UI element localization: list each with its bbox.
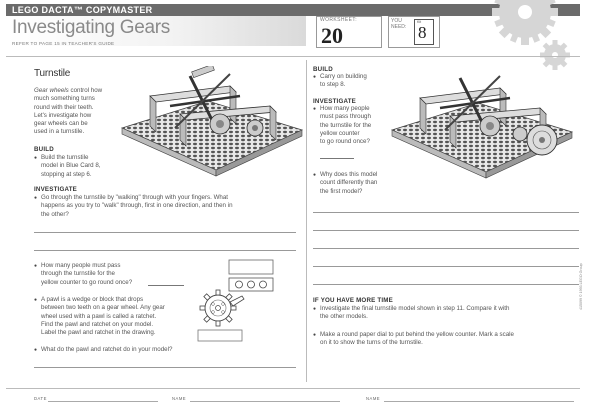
ratchet-pawl-illustration: [196, 286, 248, 344]
intro-line-3: Let's investigate how: [34, 111, 92, 119]
brand-label: LEGO DACTA™ COPYMASTER: [12, 5, 153, 15]
why-line-2: count differently than: [320, 179, 378, 187]
copyright-code: 415099 © 1993 LEGO Group: [579, 263, 583, 310]
how-many-line-1: How many people must pass: [41, 262, 121, 269]
header-divider: [6, 56, 580, 57]
answer-line[interactable]: [313, 230, 579, 231]
how-many-line-3: yellow counter to go round once?: [41, 278, 133, 286]
you-need-label: YOU NEED:: [391, 18, 407, 30]
answer-line[interactable]: [313, 248, 579, 249]
answer-blank[interactable]: [148, 285, 184, 286]
build-line-3: stopping at step 6.: [41, 170, 92, 178]
column-divider: [306, 60, 307, 382]
investigate-1-line-2: happens as you try to "walk" through, first in one direction, and then in: [41, 202, 233, 210]
investigate-right-line-1: How many people: [320, 105, 370, 112]
build-heading: BUILD: [34, 146, 54, 153]
page-title: Investigating Gears: [12, 17, 170, 38]
more-time-1-line-1: Investigate the final turnstile model shown in step 11. Compare it with: [320, 305, 510, 312]
more-time-2-line-2: on it to show the turns of the turnstile.: [320, 339, 423, 347]
pawl-line-5: Label the pawl and ratchet in the drawing.: [41, 329, 156, 337]
page-subtitle: REFER TO PAGE 15 IN TEACHER'S GUIDE: [12, 41, 115, 46]
answer-line[interactable]: [34, 367, 296, 368]
build-line-2: model in Blue Card 8,: [41, 162, 101, 170]
why-line-3: the first model?: [320, 187, 363, 195]
section-title: Turnstile: [34, 68, 71, 79]
answer-line[interactable]: [34, 232, 296, 233]
name-label-2: NAME: [366, 396, 381, 401]
intro-text: [34, 87, 124, 137]
pawl-line-1: A pawl is a wedge or block that drops: [41, 296, 144, 303]
more-time-2-line-1: Make a round paper dial to put behind the yellow counter. Mark a scale: [320, 331, 514, 338]
kit-number: 8: [418, 23, 427, 42]
name-field-2[interactable]: [384, 401, 574, 402]
answer-line[interactable]: [34, 250, 296, 251]
turnstile-model-illustration-2: [390, 68, 576, 180]
pawl-line-4: Find the pawl and ratchet on your model.: [41, 320, 154, 328]
investigate-question-1: [41, 194, 303, 219]
build-right-line-1: Carry on building: [320, 73, 367, 80]
answer-blank[interactable]: [320, 158, 354, 159]
investigate-right-line-4: yellow counter: [320, 129, 360, 137]
more-time-task-1: [320, 305, 578, 322]
how-many-line-2: through the turnstile for the: [41, 270, 115, 278]
pawl-line-3: wheel used with a pawl is called a ratchet.: [41, 312, 157, 320]
investigate-heading: INVESTIGATE: [34, 186, 77, 193]
kit-label: Kit: [417, 20, 422, 24]
investigate-1-line-3: the other?: [41, 210, 69, 218]
investigate-right-line-3: the turnstile for the: [320, 121, 372, 129]
intro-line-4: gear wheels can be: [34, 120, 88, 128]
more-time-1-line-2: the other models.: [320, 313, 368, 321]
how-many-question: [41, 262, 191, 287]
build-right-line-2: to step 8.: [320, 81, 346, 89]
build-heading-right: BUILD: [313, 66, 333, 73]
answer-line[interactable]: [313, 284, 579, 285]
date-field[interactable]: [48, 401, 158, 402]
intro-line-1: much something turns: [34, 95, 95, 103]
investigate-right-line-5: to go round once?: [320, 138, 370, 146]
intro-italic-term: Gear wheels: [34, 87, 69, 94]
turnstile-model-illustration-1: [120, 66, 306, 178]
pawl-definition: [41, 296, 201, 337]
why-line-1: Why does this model: [320, 171, 378, 178]
investigate-heading-right: INVESTIGATE: [313, 98, 356, 105]
answer-line[interactable]: [313, 266, 579, 267]
pawl-question: ● What do the pawl and ratchet do in your model?: [41, 346, 281, 354]
worksheet-number: 20: [321, 23, 343, 48]
pawl-line-2: between two teeth on a gear wheel. Any gear: [41, 304, 165, 312]
date-label: DATE: [34, 396, 47, 401]
intro-line-5: used in a turnstile.: [34, 128, 85, 136]
name-field-1[interactable]: [190, 401, 340, 402]
intro-line-2: round with their teeth.: [34, 103, 94, 111]
worksheet-label: WORKSHEET:: [320, 17, 358, 23]
investigate-right-line-2: must pass through: [320, 113, 371, 121]
footer-divider: [6, 388, 580, 389]
investigate-1-line-1: Go through the turnstile by "walking" through with your fingers. What: [41, 194, 229, 201]
more-time-heading: IF YOU HAVE MORE TIME: [313, 297, 393, 304]
intro-line-0: control how: [68, 87, 103, 94]
build-step-text: [41, 154, 121, 179]
name-label-1: NAME: [172, 396, 187, 401]
more-time-task-2: [320, 331, 578, 348]
build-step-right: [320, 73, 400, 90]
build-line-1: Build the turnstile: [41, 154, 89, 161]
answer-line[interactable]: [313, 212, 579, 213]
